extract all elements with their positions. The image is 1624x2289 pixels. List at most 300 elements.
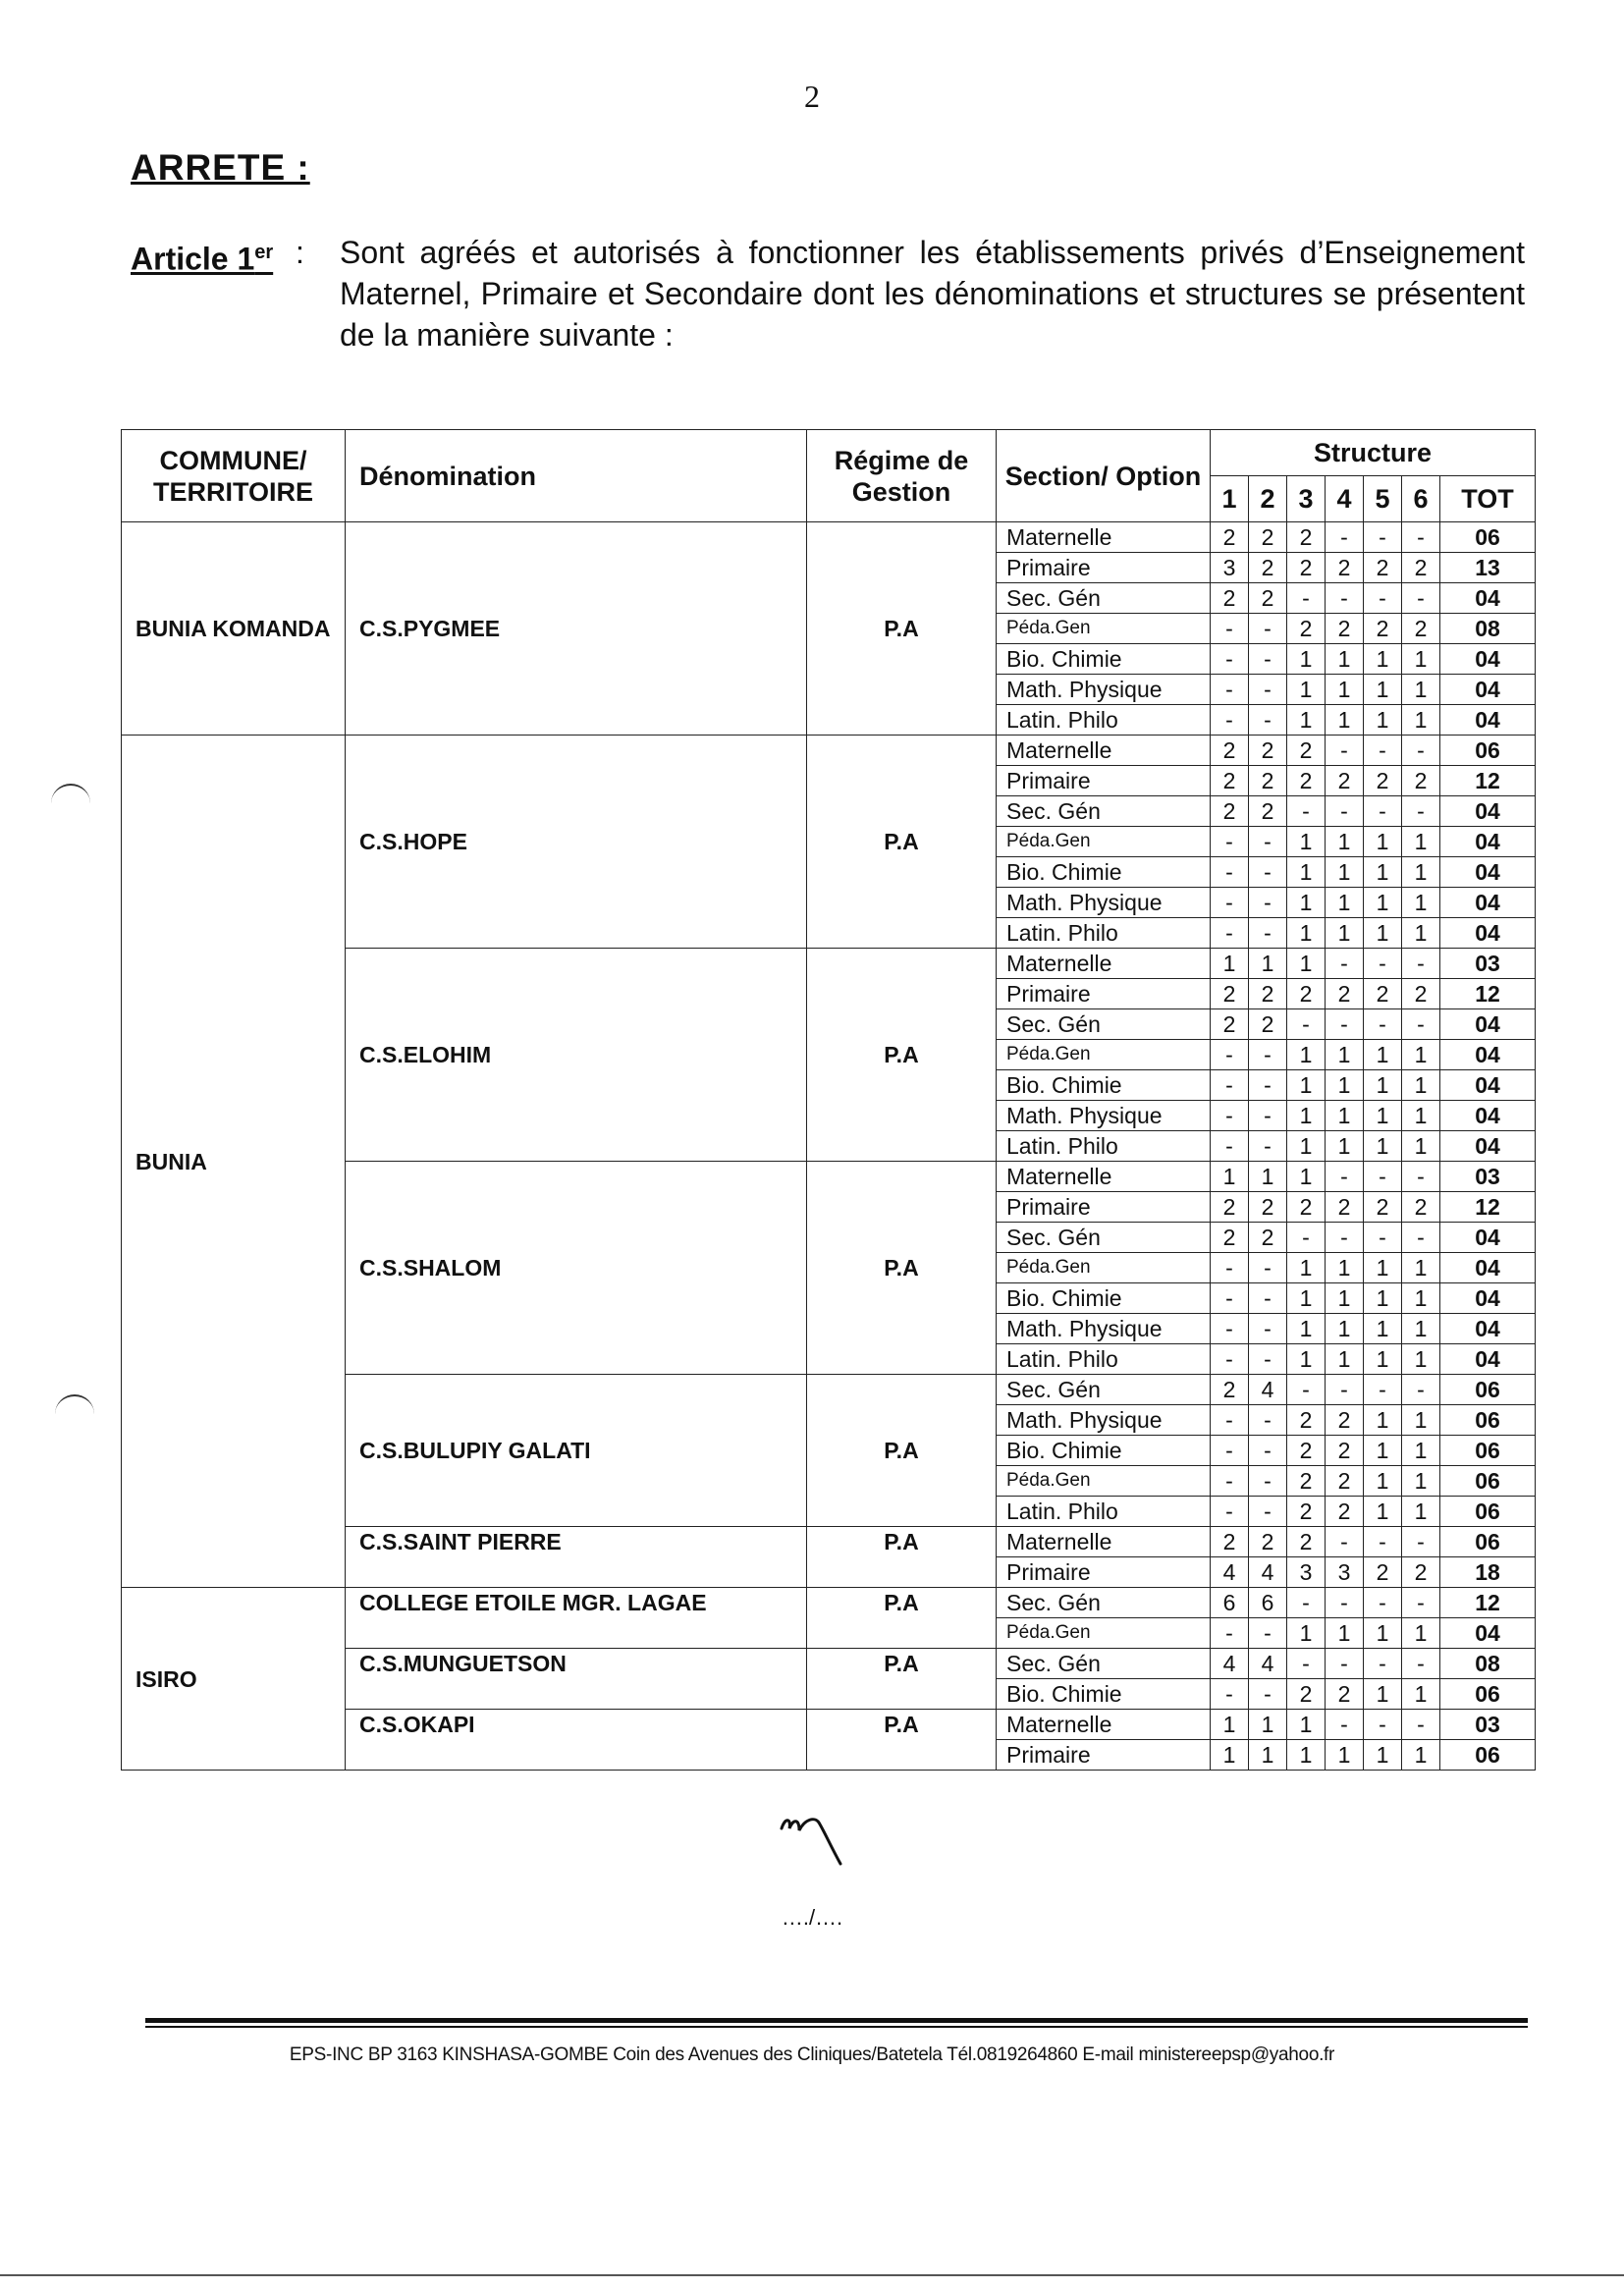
total-cell: 06 xyxy=(1440,736,1536,766)
total-cell: 08 xyxy=(1440,1649,1536,1679)
structure-cell: - xyxy=(1326,796,1364,827)
total-cell: 04 xyxy=(1440,644,1536,675)
structure-cell: - xyxy=(1326,522,1364,553)
regime-cell: P.A xyxy=(807,1588,997,1649)
option-cell: Sec. Gén xyxy=(997,1009,1211,1040)
structure-cell: 1 xyxy=(1402,827,1440,857)
structure-cell: 2 xyxy=(1249,1223,1287,1253)
option-cell: Péda.Gen xyxy=(997,1040,1211,1070)
structure-cell: - xyxy=(1211,705,1249,736)
structure-cell: 2 xyxy=(1287,1497,1326,1527)
structure-cell: 1 xyxy=(1287,827,1326,857)
total-cell: 06 xyxy=(1440,522,1536,553)
structure-cell: 1 xyxy=(1326,888,1364,918)
structure-cell: 1 xyxy=(1402,1131,1440,1162)
structure-cell: 1 xyxy=(1287,1710,1326,1740)
structure-cell: 1 xyxy=(1287,949,1326,979)
header-col: 4 xyxy=(1326,476,1364,522)
structure-cell: - xyxy=(1287,1223,1326,1253)
structure-cell: 2 xyxy=(1249,766,1287,796)
structure-cell: 2 xyxy=(1287,1527,1326,1557)
structure-cell: - xyxy=(1402,522,1440,553)
structure-cell: - xyxy=(1402,1710,1440,1740)
structure-cell: 1 xyxy=(1364,1283,1402,1314)
table-row xyxy=(122,736,1536,766)
structure-cell: 2 xyxy=(1364,553,1402,583)
structure-cell: 2 xyxy=(1211,736,1249,766)
structure-cell: - xyxy=(1326,1649,1364,1679)
structure-cell: 1 xyxy=(1364,1740,1402,1771)
structure-cell: 2 xyxy=(1249,736,1287,766)
total-cell: 06 xyxy=(1440,1740,1536,1771)
structure-cell: - xyxy=(1249,827,1287,857)
total-cell: 18 xyxy=(1440,1557,1536,1588)
total-cell: 04 xyxy=(1440,918,1536,949)
page-number: 2 xyxy=(804,79,820,114)
school-name-cell: C.S.BULUPIY GALATI xyxy=(346,1375,807,1527)
signature-mark xyxy=(776,1807,854,1876)
structure-cell: - xyxy=(1287,1375,1326,1405)
structure-cell: 1 xyxy=(1287,1740,1326,1771)
structure-cell: 4 xyxy=(1211,1557,1249,1588)
structure-cell: - xyxy=(1402,1009,1440,1040)
structure-cell: 3 xyxy=(1326,1557,1364,1588)
total-cell: 06 xyxy=(1440,1527,1536,1557)
school-name-cell: C.S.OKAPI xyxy=(346,1710,807,1771)
structure-cell: 1 xyxy=(1211,949,1249,979)
structure-cell: 1 xyxy=(1364,675,1402,705)
structure-cell: 1 xyxy=(1402,1040,1440,1070)
structure-cell: 2 xyxy=(1211,1192,1249,1223)
structure-cell: - xyxy=(1211,827,1249,857)
structure-cell: 1 xyxy=(1402,1344,1440,1375)
structure-cell: - xyxy=(1249,1070,1287,1101)
structure-cell: 2 xyxy=(1249,1192,1287,1223)
structure-cell: 6 xyxy=(1211,1588,1249,1618)
option-cell: Sec. Gén xyxy=(997,1649,1211,1679)
structure-cell: - xyxy=(1211,918,1249,949)
structure-cell: - xyxy=(1326,949,1364,979)
structure-cell: 1 xyxy=(1287,1618,1326,1649)
structure-cell: 1 xyxy=(1402,705,1440,736)
header-col: 3 xyxy=(1287,476,1326,522)
total-cell: 13 xyxy=(1440,553,1536,583)
structure-cell: - xyxy=(1249,1253,1287,1283)
total-cell: 06 xyxy=(1440,1679,1536,1710)
structure-cell: - xyxy=(1211,614,1249,644)
structure-cell: - xyxy=(1364,1527,1402,1557)
option-cell: Maternelle xyxy=(997,1527,1211,1557)
structure-cell: - xyxy=(1249,1466,1287,1497)
structure-cell: - xyxy=(1211,1344,1249,1375)
structure-cell: 2 xyxy=(1287,766,1326,796)
structure-cell: - xyxy=(1211,1253,1249,1283)
structure-cell: - xyxy=(1364,1223,1402,1253)
structure-cell: - xyxy=(1402,1588,1440,1618)
option-cell: Maternelle xyxy=(997,522,1211,553)
structure-cell: 1 xyxy=(1364,1405,1402,1436)
total-cell: 04 xyxy=(1440,796,1536,827)
structure-cell: - xyxy=(1364,949,1402,979)
structure-cell: 1 xyxy=(1402,1436,1440,1466)
structure-cell: 1 xyxy=(1402,1618,1440,1649)
structure-cell: 1 xyxy=(1402,1466,1440,1497)
header-col: 6 xyxy=(1402,476,1440,522)
regime-cell: P.A xyxy=(807,1375,997,1527)
structure-cell: - xyxy=(1211,888,1249,918)
structure-cell: - xyxy=(1287,796,1326,827)
article-text: Sont agréés et autorisés à fonctionner les établissements privés d’Enseignement Maternel, Primaire et Secondaire dont les dénominations et structures se présentent de la manière suivante : xyxy=(340,235,1525,353)
school-name-cell: C.S.MUNGUETSON xyxy=(346,1649,807,1710)
structure-cell: 1 xyxy=(1287,918,1326,949)
option-cell: Sec. Gén xyxy=(997,796,1211,827)
option-cell: Math. Physique xyxy=(997,1101,1211,1131)
option-cell: Péda.Gen xyxy=(997,1253,1211,1283)
structure-cell: 2 xyxy=(1211,1223,1249,1253)
bottom-border-line xyxy=(0,2274,1624,2276)
structure-cell: - xyxy=(1326,1527,1364,1557)
school-name-cell: C.S.ELOHIM xyxy=(346,949,807,1162)
header-structure: Structure xyxy=(1211,430,1536,476)
option-cell: Bio. Chimie xyxy=(997,1283,1211,1314)
margin-mark xyxy=(51,784,90,805)
structure-cell: - xyxy=(1364,583,1402,614)
structure-cell: 2 xyxy=(1287,1679,1326,1710)
total-cell: 06 xyxy=(1440,1436,1536,1466)
structure-cell: 2 xyxy=(1249,979,1287,1009)
structure-cell: - xyxy=(1211,644,1249,675)
structure-cell: - xyxy=(1249,1314,1287,1344)
structure-cell: 1 xyxy=(1326,1618,1364,1649)
option-cell: Math. Physique xyxy=(997,675,1211,705)
total-cell: 04 xyxy=(1440,1040,1536,1070)
structure-cell: - xyxy=(1364,1649,1402,1679)
structure-cell: 2 xyxy=(1249,583,1287,614)
structure-cell: 2 xyxy=(1402,1557,1440,1588)
option-cell: Math. Physique xyxy=(997,1314,1211,1344)
regime-cell: P.A xyxy=(807,1649,997,1710)
structure-cell: - xyxy=(1326,1588,1364,1618)
total-cell: 04 xyxy=(1440,888,1536,918)
structure-cell: 1 xyxy=(1364,1618,1402,1649)
structure-cell: 1 xyxy=(1364,1101,1402,1131)
total-cell: 04 xyxy=(1440,1223,1536,1253)
structure-cell: 2 xyxy=(1287,1436,1326,1466)
structure-cell: 1 xyxy=(1326,1283,1364,1314)
structure-cell: 1 xyxy=(1402,918,1440,949)
structure-cell: 1 xyxy=(1287,1344,1326,1375)
option-cell: Primaire xyxy=(997,766,1211,796)
structure-cell: 1 xyxy=(1364,1344,1402,1375)
structure-cell: 1 xyxy=(1326,1314,1364,1344)
structure-cell: 1 xyxy=(1326,1253,1364,1283)
decree-heading: ARRETE : xyxy=(131,147,310,188)
structure-cell: 2 xyxy=(1249,553,1287,583)
structure-cell: - xyxy=(1211,1040,1249,1070)
structure-cell: - xyxy=(1249,857,1287,888)
structure-cell: 2 xyxy=(1287,1405,1326,1436)
regime-cell: P.A xyxy=(807,949,997,1162)
footer-rule-thin xyxy=(145,2026,1528,2028)
total-cell: 06 xyxy=(1440,1405,1536,1436)
structure-cell: 2 xyxy=(1249,1527,1287,1557)
structure-cell: 2 xyxy=(1402,979,1440,1009)
structure-cell: 1 xyxy=(1211,1162,1249,1192)
total-cell: 04 xyxy=(1440,675,1536,705)
article-label: Article 1er xyxy=(131,241,274,277)
total-cell: 04 xyxy=(1440,1253,1536,1283)
structure-cell: 1 xyxy=(1287,1070,1326,1101)
structure-cell: - xyxy=(1211,857,1249,888)
structure-cell: 2 xyxy=(1402,614,1440,644)
structure-cell: 1 xyxy=(1402,1405,1440,1436)
structure-cell: 2 xyxy=(1287,614,1326,644)
structure-cell: 1 xyxy=(1402,1253,1440,1283)
structure-cell: 2 xyxy=(1364,614,1402,644)
structure-cell: 2 xyxy=(1364,766,1402,796)
structure-cell: - xyxy=(1402,1527,1440,1557)
total-cell: 03 xyxy=(1440,1710,1536,1740)
structure-cell: 2 xyxy=(1211,1009,1249,1040)
structure-cell: - xyxy=(1402,949,1440,979)
structure-cell: - xyxy=(1211,1283,1249,1314)
structure-cell: - xyxy=(1287,1588,1326,1618)
option-cell: Latin. Philo xyxy=(997,1344,1211,1375)
structure-cell: 1 xyxy=(1326,1131,1364,1162)
structure-cell: 1 xyxy=(1402,857,1440,888)
total-cell: 04 xyxy=(1440,1283,1536,1314)
total-cell: 04 xyxy=(1440,1009,1536,1040)
structure-cell: - xyxy=(1249,918,1287,949)
structure-cell: - xyxy=(1249,705,1287,736)
structure-cell: 1 xyxy=(1211,1740,1249,1771)
structure-cell: - xyxy=(1211,1466,1249,1497)
continuation-mark: …./…. xyxy=(781,1905,843,1930)
structure-cell: 1 xyxy=(1402,1679,1440,1710)
total-cell: 04 xyxy=(1440,1314,1536,1344)
option-cell: Sec. Gén xyxy=(997,1375,1211,1405)
option-cell: Péda.Gen xyxy=(997,614,1211,644)
structure-cell: - xyxy=(1249,1101,1287,1131)
structure-cell: - xyxy=(1249,1618,1287,1649)
structure-cell: 2 xyxy=(1364,1192,1402,1223)
school-name-cell: C.S.SAINT PIERRE xyxy=(346,1527,807,1588)
structure-cell: - xyxy=(1402,796,1440,827)
structure-cell: 4 xyxy=(1211,1649,1249,1679)
option-cell: Maternelle xyxy=(997,1162,1211,1192)
structure-cell: - xyxy=(1364,1162,1402,1192)
option-cell: Péda.Gen xyxy=(997,827,1211,857)
structure-cell: 1 xyxy=(1287,857,1326,888)
option-cell: Bio. Chimie xyxy=(997,857,1211,888)
structure-cell: 1 xyxy=(1287,1131,1326,1162)
structure-cell: 2 xyxy=(1326,1405,1364,1436)
option-cell: Maternelle xyxy=(997,1710,1211,1740)
commune-cell: ISIRO xyxy=(122,1588,346,1771)
structure-cell: 2 xyxy=(1287,1466,1326,1497)
structure-cell: 1 xyxy=(1364,1497,1402,1527)
total-cell: 04 xyxy=(1440,1131,1536,1162)
option-cell: Bio. Chimie xyxy=(997,1679,1211,1710)
structure-cell: - xyxy=(1211,1436,1249,1466)
structure-cell: 1 xyxy=(1326,1070,1364,1101)
header-col: 5 xyxy=(1364,476,1402,522)
header-regime: Régime de Gestion xyxy=(807,430,997,522)
table-row xyxy=(122,522,1536,553)
structure-cell: 1 xyxy=(1249,1710,1287,1740)
option-cell: Math. Physique xyxy=(997,1405,1211,1436)
structure-cell: 2 xyxy=(1326,766,1364,796)
structure-cell: - xyxy=(1402,1223,1440,1253)
option-cell: Bio. Chimie xyxy=(997,1070,1211,1101)
structure-cell: 2 xyxy=(1326,979,1364,1009)
structure-cell: 4 xyxy=(1249,1557,1287,1588)
structure-cell: 1 xyxy=(1326,827,1364,857)
header-col: 1 xyxy=(1211,476,1249,522)
structure-cell: - xyxy=(1211,1314,1249,1344)
structure-cell: 2 xyxy=(1402,553,1440,583)
school-name-cell: C.S.SHALOM xyxy=(346,1162,807,1375)
option-cell: Latin. Philo xyxy=(997,1131,1211,1162)
structure-cell: - xyxy=(1249,1436,1287,1466)
total-cell: 08 xyxy=(1440,614,1536,644)
structure-cell: 2 xyxy=(1287,736,1326,766)
structure-cell: - xyxy=(1402,583,1440,614)
commune-cell: BUNIA KOMANDA xyxy=(122,522,346,736)
structure-cell: 2 xyxy=(1249,522,1287,553)
structure-cell: - xyxy=(1364,736,1402,766)
structure-cell: 1 xyxy=(1364,857,1402,888)
header-col: 2 xyxy=(1249,476,1287,522)
structure-cell: 1 xyxy=(1287,1101,1326,1131)
total-cell: 04 xyxy=(1440,583,1536,614)
structure-cell: 1 xyxy=(1249,1740,1287,1771)
total-cell: 12 xyxy=(1440,766,1536,796)
structure-cell: - xyxy=(1211,1070,1249,1101)
structure-cell: 4 xyxy=(1249,1375,1287,1405)
structure-cell: 2 xyxy=(1287,979,1326,1009)
total-cell: 12 xyxy=(1440,979,1536,1009)
regime-cell: P.A xyxy=(807,736,997,949)
structure-cell: - xyxy=(1326,1009,1364,1040)
structure-cell: 1 xyxy=(1364,1040,1402,1070)
structure-cell: 4 xyxy=(1249,1649,1287,1679)
structure-cell: 1 xyxy=(1287,1040,1326,1070)
option-cell: Primaire xyxy=(997,553,1211,583)
structure-cell: 2 xyxy=(1249,796,1287,827)
option-cell: Latin. Philo xyxy=(997,705,1211,736)
structure-cell: 1 xyxy=(1287,1314,1326,1344)
total-cell: 04 xyxy=(1440,1618,1536,1649)
structure-cell: - xyxy=(1402,1162,1440,1192)
school-name-cell: COLLEGE ETOILE MGR. LAGAE xyxy=(346,1588,807,1649)
total-cell: 04 xyxy=(1440,1101,1536,1131)
school-name-cell: C.S.PYGMEE xyxy=(346,522,807,736)
structure-cell: - xyxy=(1326,1223,1364,1253)
structure-cell: - xyxy=(1326,1162,1364,1192)
structure-cell: 2 xyxy=(1326,553,1364,583)
structure-cell: 2 xyxy=(1326,1436,1364,1466)
structure-cell: 2 xyxy=(1326,614,1364,644)
structure-cell: 2 xyxy=(1326,1679,1364,1710)
structure-cell: 1 xyxy=(1249,1162,1287,1192)
structure-cell: 1 xyxy=(1402,888,1440,918)
structure-cell: - xyxy=(1211,675,1249,705)
total-cell: 03 xyxy=(1440,949,1536,979)
structure-cell: 2 xyxy=(1326,1497,1364,1527)
structure-cell: 1 xyxy=(1402,1497,1440,1527)
header-commune: COMMUNE/ TERRITOIRE xyxy=(122,430,346,522)
structure-cell: 2 xyxy=(1211,766,1249,796)
footer-rule-thick xyxy=(145,2018,1528,2023)
total-cell: 12 xyxy=(1440,1588,1536,1618)
total-cell: 04 xyxy=(1440,827,1536,857)
structure-cell: - xyxy=(1249,1131,1287,1162)
structure-cell: 1 xyxy=(1287,1253,1326,1283)
structure-cell: 1 xyxy=(1364,705,1402,736)
structure-cell: 3 xyxy=(1211,553,1249,583)
structure-cell: 2 xyxy=(1211,979,1249,1009)
commune-cell: BUNIA xyxy=(122,736,346,1588)
total-cell: 04 xyxy=(1440,857,1536,888)
structure-cell: 2 xyxy=(1211,796,1249,827)
structure-cell: - xyxy=(1211,1101,1249,1131)
regime-cell: P.A xyxy=(807,522,997,736)
header-col: TOT xyxy=(1440,476,1536,522)
structure-cell: 1 xyxy=(1364,1253,1402,1283)
structure-cell: 1 xyxy=(1287,888,1326,918)
table-row xyxy=(122,1588,1536,1618)
structure-cell: 1 xyxy=(1364,1314,1402,1344)
structure-cell: - xyxy=(1326,736,1364,766)
option-cell: Latin. Philo xyxy=(997,918,1211,949)
schools-table xyxy=(121,429,1536,1771)
option-cell: Maternelle xyxy=(997,949,1211,979)
structure-cell: - xyxy=(1249,614,1287,644)
header-denomination: Dénomination xyxy=(346,430,807,522)
option-cell: Bio. Chimie xyxy=(997,644,1211,675)
structure-cell: - xyxy=(1249,675,1287,705)
option-cell: Péda.Gen xyxy=(997,1466,1211,1497)
structure-cell: 1 xyxy=(1287,1283,1326,1314)
structure-cell: - xyxy=(1364,522,1402,553)
structure-cell: 1 xyxy=(1249,949,1287,979)
structure-cell: 2 xyxy=(1249,1009,1287,1040)
structure-cell: - xyxy=(1364,1588,1402,1618)
option-cell: Primaire xyxy=(997,1740,1211,1771)
option-cell: Maternelle xyxy=(997,736,1211,766)
total-cell: 06 xyxy=(1440,1497,1536,1527)
structure-cell: 2 xyxy=(1402,766,1440,796)
structure-cell: 1 xyxy=(1402,1283,1440,1314)
option-cell: Sec. Gén xyxy=(997,1223,1211,1253)
option-cell: Latin. Philo xyxy=(997,1497,1211,1527)
structure-cell: 1 xyxy=(1287,705,1326,736)
structure-cell: - xyxy=(1326,1375,1364,1405)
structure-cell: - xyxy=(1211,1131,1249,1162)
structure-cell: - xyxy=(1249,1679,1287,1710)
structure-cell: 2 xyxy=(1326,1466,1364,1497)
structure-cell: 1 xyxy=(1211,1710,1249,1740)
structure-cell: 2 xyxy=(1211,583,1249,614)
structure-cell: - xyxy=(1364,1375,1402,1405)
total-cell: 04 xyxy=(1440,1344,1536,1375)
structure-cell: - xyxy=(1249,1344,1287,1375)
structure-cell: - xyxy=(1249,888,1287,918)
structure-cell: - xyxy=(1249,1405,1287,1436)
structure-cell: 2 xyxy=(1402,1192,1440,1223)
structure-cell: 1 xyxy=(1402,644,1440,675)
